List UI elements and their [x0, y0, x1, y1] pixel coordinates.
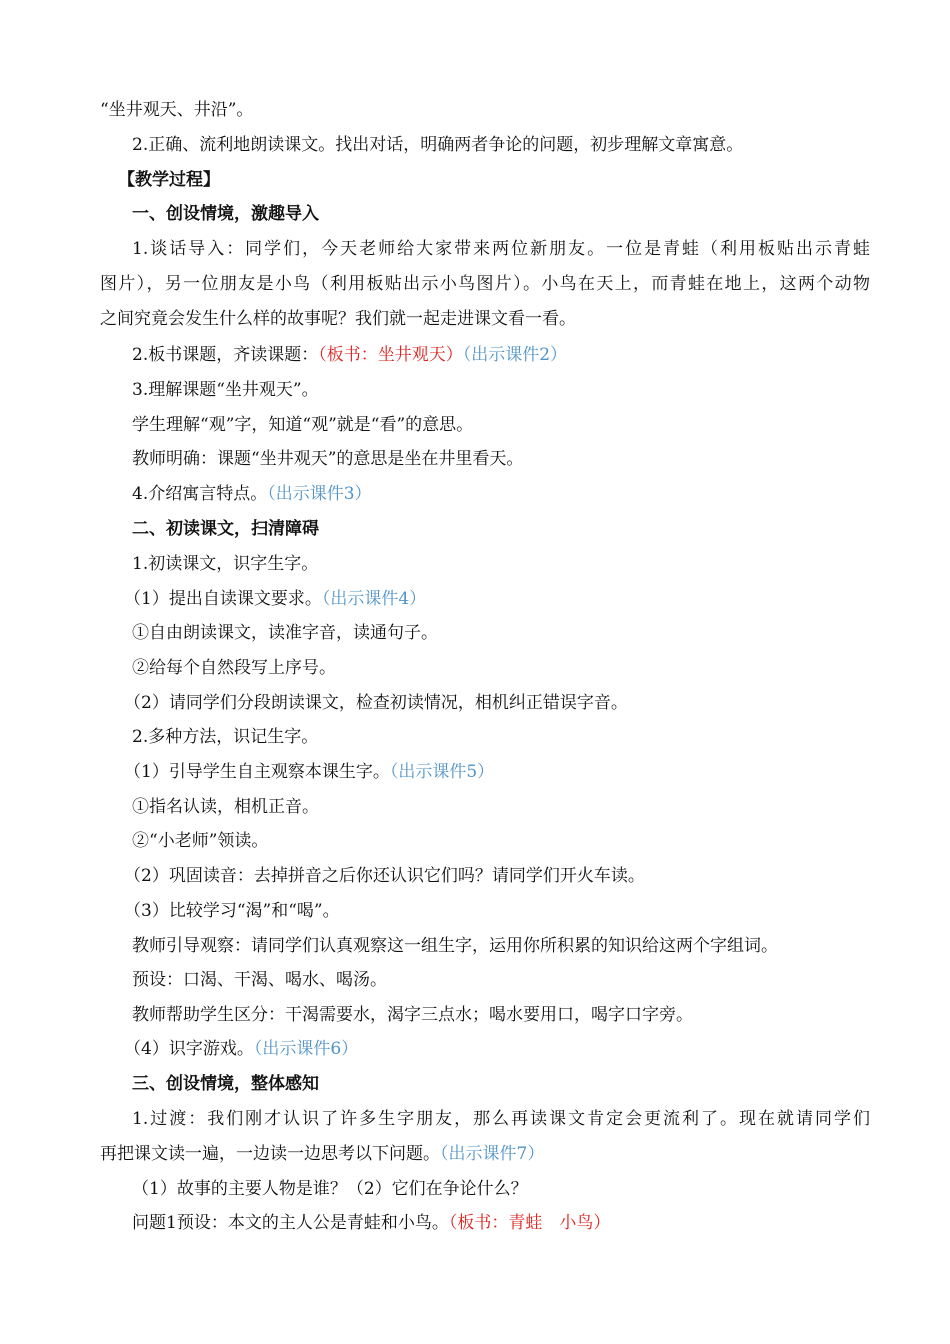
text-line: 学生理解“观”字，知道“观”就是“看”的意思。	[132, 415, 474, 435]
text-line: 再把课文读一遍，一边读一边思考以下问题。（出示课件7）	[100, 1144, 545, 1164]
objective-2: 2.正确、流利地朗读课文。找出对话，明确两者争论的问题，初步理解文章寓意。	[132, 135, 744, 155]
text-line: （2）请同学们分段朗读课文，检查初读情况，相机纠正错误字音。	[124, 693, 628, 713]
text-line: （3）比较学习“渴”和“喝”。	[124, 901, 340, 921]
text-line: 预设：口渴、干渴、喝水、喝汤。	[132, 970, 387, 990]
text-line: （1）引导学生自主观察本课生字。（出示课件5）	[124, 762, 495, 782]
blackboard-note: （板书：坐井观天）	[318, 345, 463, 365]
courseware-note: （出示课件5）	[389, 762, 495, 782]
courseware-note: （出示课件3）	[267, 484, 372, 504]
text-line: 问题1预设：本文的主人公是青蛙和小鸟。（板书：青蛙 小鸟）	[132, 1213, 611, 1233]
text-line: ②“小老师”领读。	[132, 831, 269, 851]
text-line: （4）识字游戏。（出示课件6）	[124, 1039, 359, 1059]
section-heading-2: 二、初读课文，扫清障碍	[132, 519, 319, 539]
courseware-note: （出示课件7）	[440, 1144, 545, 1164]
text-line: 教师引导观察：请同学们认真观察这一组生字，运用你所积累的知识给这两个字组词。	[132, 936, 778, 956]
text-line: 教师明确：课题“坐井观天”的意思是坐在井里看天。	[132, 449, 524, 469]
text-line: 3.理解课题“坐井观天”。	[132, 380, 319, 400]
text-line: 图片），另一位朋友是小鸟（利用板贴出示小鸟图片）。小鸟在天上，而青蛙在地上，这两个动物	[100, 274, 870, 294]
courseware-note: （出示课件2）	[462, 345, 568, 365]
blackboard-note: （板书：青蛙 小鸟）	[448, 1213, 611, 1233]
text-line: （1）故事的主要人物是谁？（2）它们在争论什么？	[132, 1179, 528, 1199]
section-heading-1: 一、创设情境，激趣导入	[132, 204, 319, 224]
text-line: ①指名认读，相机正音。	[132, 797, 319, 817]
text-line: ②给每个自然段写上序号。	[132, 658, 336, 678]
text-line: ①自由朗读课文，读准字音，读通句子。	[132, 623, 438, 643]
text-line: （2）巩固读音：去掉拼音之后你还认识它们吗？请同学们开火车读。	[124, 866, 645, 886]
text-line: 1.谈话导入：同学们，今天老师给大家带来两位新朋友。一位是青蛙（利用板贴出示青蛙	[132, 239, 870, 259]
courseware-note: （出示课件6）	[253, 1039, 359, 1059]
section-heading-teaching-process: 【教学过程】	[118, 170, 220, 190]
section-heading-3: 三、创设情境，整体感知	[132, 1074, 319, 1094]
text-line: 4.介绍寓言特点。（出示课件3）	[132, 484, 372, 504]
text-line: “坐井观天、井沿”。	[100, 100, 254, 120]
text-line: 教师帮助学生区分：干渴需要水，渴字三点水；喝水要用口，喝字口字旁。	[132, 1005, 693, 1025]
text-line: 2.多种方法，识记生字。	[132, 727, 319, 747]
text-line: 之间究竟会发生什么样的故事呢？我们就一起走进课文看一看。	[100, 309, 576, 329]
text-line: 2.板书课题，齐读课题：（板书：坐井观天）（出示课件2）	[132, 345, 568, 365]
courseware-note: （出示课件4）	[321, 589, 427, 609]
text-line: 1.过渡：我们刚才认识了许多生字朋友，那么再读课文肯定会更流利了。现在就请同学们	[132, 1109, 870, 1129]
text-line: 1.初读课文，识字生字。	[132, 554, 319, 574]
text-line: （1）提出自读课文要求。（出示课件4）	[124, 589, 427, 609]
